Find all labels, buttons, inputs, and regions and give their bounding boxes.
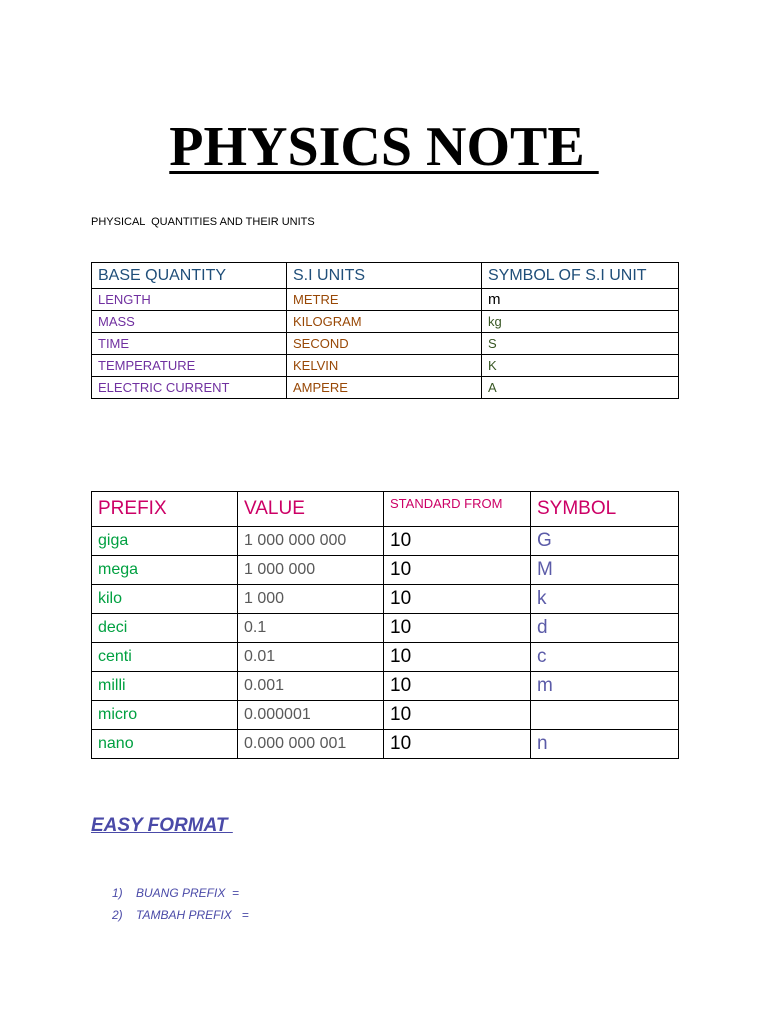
symbol-cell: G	[531, 527, 679, 556]
standard-form-cell: 10	[384, 556, 531, 585]
si-units-table	[91, 262, 679, 399]
header-symbol: SYMBOL OF S.I UNIT	[482, 263, 679, 289]
symbol-cell: k	[531, 585, 679, 614]
value-cell: 0.01	[238, 643, 384, 672]
table-header-row	[92, 263, 679, 289]
table-row	[92, 311, 679, 333]
standard-form-cell: 10	[384, 672, 531, 701]
value-cell: 1 000 000	[238, 556, 384, 585]
unit-cell: SECOND	[287, 333, 482, 355]
list-text: TAMBAH PREFIX =	[136, 908, 249, 922]
prefix-cell: giga	[92, 527, 238, 556]
symbol-cell: n	[531, 730, 679, 759]
unit-cell: METRE	[287, 289, 482, 311]
quantity-cell: TEMPERATURE	[92, 355, 287, 377]
symbol-cell: c	[531, 643, 679, 672]
header-standard-form: STANDARD FROM	[384, 492, 531, 527]
table-row	[92, 355, 679, 377]
symbol-cell	[531, 701, 679, 730]
symbol-cell: kg	[482, 311, 679, 333]
prefix-cell: deci	[92, 614, 238, 643]
standard-form-cell: 10	[384, 585, 531, 614]
header-value: VALUE	[238, 492, 384, 527]
value-cell: 0.1	[238, 614, 384, 643]
symbol-cell: d	[531, 614, 679, 643]
list-text: BUANG PREFIX =	[136, 886, 240, 900]
list-item	[112, 906, 249, 928]
symbol-cell: A	[482, 377, 679, 399]
prefix-cell: kilo	[92, 585, 238, 614]
symbol-cell: K	[482, 355, 679, 377]
table-row	[92, 672, 679, 701]
table-row	[92, 585, 679, 614]
table-row	[92, 333, 679, 355]
table-row	[92, 643, 679, 672]
header-si-units: S.I UNITS	[287, 263, 482, 289]
table-row	[92, 614, 679, 643]
standard-form-cell: 10	[384, 643, 531, 672]
prefix-cell: mega	[92, 556, 238, 585]
value-cell: 0.000 000 001	[238, 730, 384, 759]
prefix-cell: micro	[92, 701, 238, 730]
list-item	[112, 884, 249, 906]
unit-cell: KILOGRAM	[287, 311, 482, 333]
standard-form-cell: 10	[384, 527, 531, 556]
page-title: PHYSICS NOTE	[169, 116, 599, 178]
header-prefix: PREFIX	[92, 492, 238, 527]
table-row	[92, 701, 679, 730]
value-cell: 0.001	[238, 672, 384, 701]
prefix-cell: centi	[92, 643, 238, 672]
prefix-cell: milli	[92, 672, 238, 701]
header-symbol: SYMBOL	[531, 492, 679, 527]
standard-form-cell: 10	[384, 701, 531, 730]
prefix-cell: nano	[92, 730, 238, 759]
standard-form-cell: 10	[384, 730, 531, 759]
quantity-cell: ELECTRIC CURRENT	[92, 377, 287, 399]
list-number: 2)	[112, 908, 123, 922]
prefix-table	[91, 491, 679, 759]
value-cell: 1 000	[238, 585, 384, 614]
symbol-cell: S	[482, 333, 679, 355]
unit-cell: KELVIN	[287, 355, 482, 377]
table-header-row	[92, 492, 679, 527]
table-row	[92, 730, 679, 759]
quantity-cell: LENGTH	[92, 289, 287, 311]
section-subtitle: PHYSICAL QUANTITIES AND THEIR UNITS	[91, 216, 315, 228]
header-base-quantity: BASE QUANTITY	[92, 263, 287, 289]
symbol-cell: m	[531, 672, 679, 701]
table-row	[92, 556, 679, 585]
symbol-cell: m	[482, 289, 679, 311]
value-cell: 1 000 000 000	[238, 527, 384, 556]
table-row	[92, 289, 679, 311]
table-row	[92, 377, 679, 399]
value-cell: 0.000001	[238, 701, 384, 730]
unit-cell: AMPERE	[287, 377, 482, 399]
table-row	[92, 527, 679, 556]
easy-format-heading: EASY FORMAT	[91, 815, 233, 836]
standard-form-cell: 10	[384, 614, 531, 643]
easy-format-list	[112, 884, 249, 928]
quantity-cell: TIME	[92, 333, 287, 355]
symbol-cell: M	[531, 556, 679, 585]
quantity-cell: MASS	[92, 311, 287, 333]
list-number: 1)	[112, 886, 123, 900]
